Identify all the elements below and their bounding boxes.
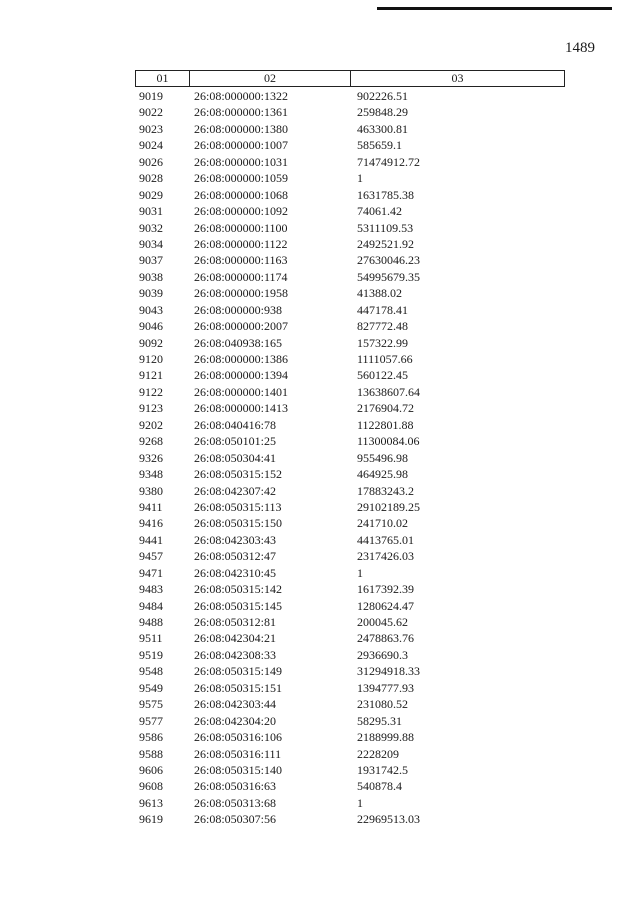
cell-id: 9038 <box>139 269 163 284</box>
table-row <box>135 515 565 531</box>
cell-value: 54995679.35 <box>357 269 420 284</box>
cell-value: 1617392.39 <box>357 582 414 597</box>
cell-id: 9268 <box>139 434 163 449</box>
cell-cadastral-number: 26:08:040938:165 <box>194 335 283 350</box>
cell-cadastral-number: 26:08:050304:41 <box>194 450 277 465</box>
table-row <box>135 137 565 153</box>
cell-cadastral-number: 26:08:000000:1031 <box>194 154 289 169</box>
cell-value: 58295.31 <box>357 713 402 728</box>
cell-cadastral-number: 26:08:050316:111 <box>194 746 282 761</box>
cell-id: 9588 <box>139 746 163 761</box>
cell-value: 1 <box>357 795 363 810</box>
cell-cadastral-number: 26:08:042303:43 <box>194 532 277 547</box>
cell-value: 231080.52 <box>357 697 408 712</box>
cell-value: 2317426.03 <box>357 549 414 564</box>
table-row <box>135 400 565 416</box>
cell-id: 9411 <box>139 499 163 514</box>
cell-id: 9441 <box>139 532 163 547</box>
cell-id: 9121 <box>139 368 163 383</box>
cell-cadastral-number: 26:08:000000:1322 <box>194 89 289 103</box>
cell-cadastral-number: 26:08:050315:140 <box>194 762 283 777</box>
cell-cadastral-number: 26:08:042304:21 <box>194 631 277 646</box>
table-row <box>135 252 565 268</box>
cell-id: 9046 <box>139 319 163 334</box>
cell-id: 9511 <box>139 631 163 646</box>
cell-id: 9031 <box>139 204 163 219</box>
table-row <box>135 696 565 712</box>
table-row <box>135 762 565 778</box>
cell-id: 9043 <box>139 302 163 317</box>
cell-cadastral-number: 26:08:050315:151 <box>194 680 283 695</box>
cell-cadastral-number: 26:08:000000:1174 <box>194 269 288 284</box>
cell-id: 9488 <box>139 615 163 629</box>
cell-id: 9613 <box>139 795 163 810</box>
table-row <box>135 680 565 696</box>
table-row <box>135 318 565 334</box>
cell-value: 17883243.2 <box>357 483 414 498</box>
cell-id: 9484 <box>139 598 163 613</box>
cell-value: 2176904.72 <box>357 401 414 416</box>
cell-id: 9029 <box>139 187 163 202</box>
cell-id: 9586 <box>139 730 163 745</box>
page-number: 1489 <box>565 40 595 56</box>
cell-cadastral-number: 26:08:050101:25 <box>194 434 277 449</box>
table-row <box>135 532 565 548</box>
table-body <box>135 88 565 828</box>
table-row <box>135 647 565 663</box>
table-row <box>135 729 565 745</box>
cell-id: 9026 <box>139 154 163 169</box>
table-row <box>135 581 565 597</box>
cell-value: 955496.98 <box>357 450 408 465</box>
cell-value: 2228209 <box>357 746 399 761</box>
cell-cadastral-number: 26:08:000000:1122 <box>194 236 288 251</box>
cell-cadastral-number: 26:08:000000:1092 <box>194 204 289 219</box>
cell-cadastral-number: 26:08:042307:42 <box>194 483 277 498</box>
cell-value: 1931742.5 <box>357 762 408 777</box>
table-row <box>135 466 565 482</box>
cell-id: 9120 <box>139 352 163 366</box>
cell-cadastral-number: 26:08:000000:2007 <box>194 319 289 334</box>
cell-id: 9028 <box>139 171 163 186</box>
cell-value: 1111057.66 <box>357 352 413 366</box>
cell-value: 827772.48 <box>357 319 408 334</box>
cell-cadastral-number: 26:08:050316:63 <box>194 779 277 794</box>
cell-id: 9023 <box>139 121 163 136</box>
cell-cadastral-number: 26:08:000000:1100 <box>194 220 288 235</box>
cell-value: 1631785.38 <box>357 187 414 202</box>
cell-value: 5311109.53 <box>357 220 414 235</box>
cell-cadastral-number: 26:08:000000:1958 <box>194 286 289 301</box>
cell-id: 9457 <box>139 549 163 564</box>
cell-cadastral-number: 26:08:000000:938 <box>194 302 283 317</box>
table-row <box>135 598 565 614</box>
cell-id: 9608 <box>139 779 163 794</box>
table-row <box>135 170 565 186</box>
table-row <box>135 335 565 351</box>
cell-value: 1280624.47 <box>357 598 414 613</box>
cell-cadastral-number: 26:08:050312:47 <box>194 549 277 564</box>
cell-id: 9471 <box>139 565 163 580</box>
cell-value: 1 <box>357 171 363 186</box>
cell-cadastral-number: 26:08:050312:81 <box>194 615 277 629</box>
table-row <box>135 236 565 252</box>
cell-id: 9092 <box>139 335 163 350</box>
table-row <box>135 795 565 811</box>
cell-cadastral-number: 26:08:050315:113 <box>194 499 282 514</box>
cell-cadastral-number: 26:08:050313:68 <box>194 795 277 810</box>
cell-value: 259848.29 <box>357 105 408 120</box>
cell-id: 9019 <box>139 89 163 103</box>
table-row <box>135 433 565 449</box>
cell-id: 9123 <box>139 401 163 416</box>
cell-id: 9032 <box>139 220 163 235</box>
cell-id: 9575 <box>139 697 163 712</box>
cell-id: 9024 <box>139 138 163 153</box>
cell-cadastral-number: 26:08:042310:45 <box>194 565 277 580</box>
cell-cadastral-number: 26:08:000000:1361 <box>194 105 289 120</box>
cell-value: 22969513.03 <box>357 812 420 827</box>
cell-id: 9619 <box>139 812 163 827</box>
table-row <box>135 154 565 170</box>
cell-cadastral-number: 26:08:050316:106 <box>194 730 283 745</box>
cell-value: 2188999.88 <box>357 730 414 745</box>
cell-value: 560122.45 <box>357 368 408 383</box>
cell-value: 4413765.01 <box>357 532 414 547</box>
table-header <box>135 70 565 87</box>
cell-id: 9022 <box>139 105 163 120</box>
cell-cadastral-number: 26:08:050307:56 <box>194 812 277 827</box>
cell-value: 2478863.76 <box>357 631 414 646</box>
cell-value: 241710.02 <box>357 516 408 531</box>
cell-cadastral-number: 26:08:000000:1380 <box>194 121 289 136</box>
column-header-01: 01 <box>136 71 190 86</box>
cell-value: 11300084.06 <box>357 434 420 449</box>
cell-cadastral-number: 26:08:000000:1163 <box>194 253 288 268</box>
table-row <box>135 614 565 630</box>
cell-value: 447178.41 <box>357 302 408 317</box>
cell-id: 9548 <box>139 664 163 679</box>
cell-value: 1122801.88 <box>357 417 414 432</box>
cell-cadastral-number: 26:08:042304:20 <box>194 713 277 728</box>
table-row <box>135 351 565 367</box>
cell-cadastral-number: 26:08:000000:1413 <box>194 401 289 416</box>
cell-value: 464925.98 <box>357 467 408 482</box>
table-row <box>135 269 565 285</box>
table-row <box>135 417 565 433</box>
cell-cadastral-number: 26:08:000000:1059 <box>194 171 289 186</box>
cell-value: 74061.42 <box>357 204 402 219</box>
cell-id: 9577 <box>139 713 163 728</box>
cell-cadastral-number: 26:08:000000:1068 <box>194 187 289 202</box>
table-row <box>135 88 565 104</box>
data-table <box>135 70 565 828</box>
cell-cadastral-number: 26:08:050315:150 <box>194 516 283 531</box>
table-row <box>135 746 565 762</box>
table-row <box>135 450 565 466</box>
column-header-03: 03 <box>451 71 464 85</box>
table-row <box>135 220 565 236</box>
table-row <box>135 384 565 400</box>
cell-value: 1 <box>357 565 363 580</box>
table-row <box>135 121 565 137</box>
cell-id: 9380 <box>139 483 163 498</box>
cell-value: 902226.51 <box>357 89 408 103</box>
table-row <box>135 367 565 383</box>
cell-id: 9519 <box>139 647 163 662</box>
cell-id: 9606 <box>139 762 163 777</box>
table-row <box>135 778 565 794</box>
cell-cadastral-number: 26:08:050315:149 <box>194 664 283 679</box>
table-row <box>135 187 565 203</box>
cell-value: 2936690.3 <box>357 647 408 662</box>
cell-id: 9549 <box>139 680 163 695</box>
table-row <box>135 104 565 120</box>
table-row <box>135 630 565 646</box>
table-row <box>135 483 565 499</box>
cell-value: 585659.1 <box>357 138 402 153</box>
table-row <box>135 811 565 827</box>
cell-cadastral-number: 26:08:042308:33 <box>194 647 277 662</box>
cell-value: 200045.62 <box>357 615 408 629</box>
cell-cadastral-number: 26:08:050315:152 <box>194 467 283 482</box>
table-row <box>135 499 565 515</box>
table-row <box>135 285 565 301</box>
cell-value: 27630046.23 <box>357 253 420 268</box>
cell-value: 41388.02 <box>357 286 402 301</box>
cell-value: 157322.99 <box>357 335 408 350</box>
cell-cadastral-number: 26:08:000000:1386 <box>194 352 289 366</box>
cell-id: 9348 <box>139 467 163 482</box>
cell-id: 9416 <box>139 516 163 531</box>
table-row <box>135 565 565 581</box>
table-row <box>135 663 565 679</box>
cell-id: 9483 <box>139 582 163 597</box>
cell-value: 1394777.93 <box>357 680 414 695</box>
cell-id: 9034 <box>139 236 163 251</box>
cell-cadastral-number: 26:08:000000:1007 <box>194 138 289 153</box>
cell-cadastral-number: 26:08:042303:44 <box>194 697 277 712</box>
cell-value: 463300.81 <box>357 121 408 136</box>
cell-id: 9039 <box>139 286 163 301</box>
cell-id: 9202 <box>139 417 163 432</box>
cell-id: 9037 <box>139 253 163 268</box>
cell-id: 9122 <box>139 384 163 399</box>
cell-value: 71474912.72 <box>357 154 420 169</box>
cell-cadastral-number: 26:08:050315:145 <box>194 598 283 613</box>
cell-cadastral-number: 26:08:050315:142 <box>194 582 283 597</box>
cell-value: 31294918.33 <box>357 664 420 679</box>
cell-value: 540878.4 <box>357 779 402 794</box>
cell-value: 2492521.92 <box>357 236 414 251</box>
cell-value: 13638607.64 <box>357 384 420 399</box>
table-row <box>135 302 565 318</box>
cell-id: 9326 <box>139 450 163 465</box>
table-row <box>135 548 565 564</box>
top-rule <box>377 7 612 10</box>
column-header-02: 02 <box>190 71 351 86</box>
table-row <box>135 713 565 729</box>
cell-cadastral-number: 26:08:000000:1394 <box>194 368 289 383</box>
cell-cadastral-number: 26:08:000000:1401 <box>194 384 289 399</box>
table-row <box>135 203 565 219</box>
cell-cadastral-number: 26:08:040416:78 <box>194 417 277 432</box>
cell-value: 29102189.25 <box>357 499 420 514</box>
